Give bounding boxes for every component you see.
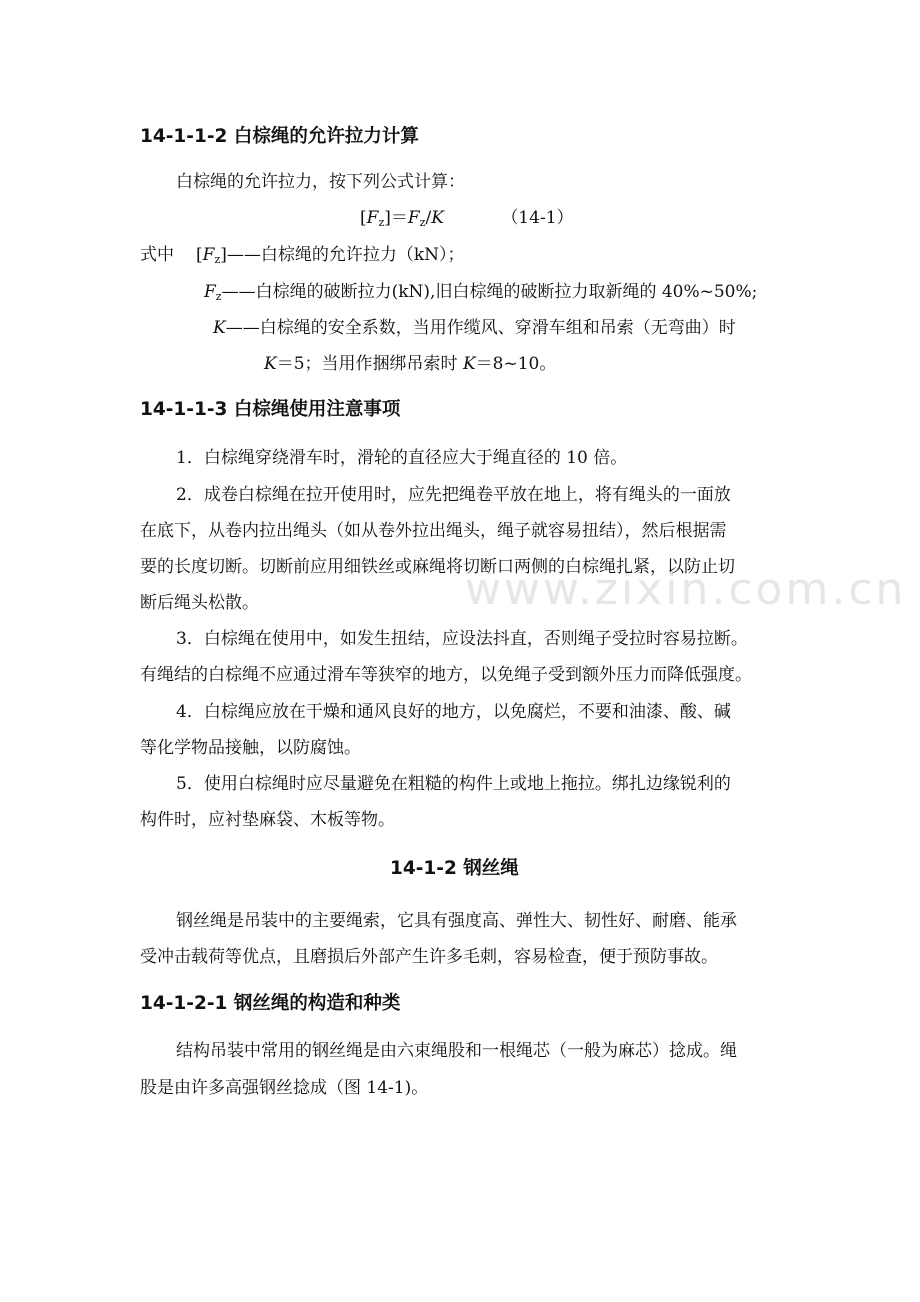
section-heading-14-1-2: 14-1-2 钢丝绳 <box>390 858 519 879</box>
wire-rope-para-line-1: 钢丝绳是吊装中的主要绳索，它具有强度高、弹性大、韧性好、耐磨、能承 <box>176 911 737 931</box>
note-2-line-2: 在底下，从卷内拉出绳头（如从卷外拉出绳头，绳子就容易扭结），然后根据需 <box>140 521 727 541</box>
note-4-line-1: 4．白棕绳应放在干燥和通风良好的地方，以免腐烂，不要和油漆、酸、碱 <box>176 702 731 722</box>
formula-14-1: $[F_z]=F_z/K$ （14-1） <box>360 208 574 229</box>
section-heading-14-1-2-1: 14-1-2-1 钢丝绳的构造和种类 <box>140 993 401 1014</box>
note-2-line-1: 2．成卷白棕绳在拉开使用时，应先把绳卷平放在地上，将有绳头的一面放 <box>176 485 731 505</box>
formula-number: （14-1） <box>501 208 574 228</box>
structure-para-line-1: 结构吊装中常用的钢丝绳是由六束绳股和一根绳芯（一般为麻芯）捻成。绳 <box>176 1041 737 1061</box>
wire-rope-para-line-2: 受冲击载荷等优点，且磨损后外部产生许多毛刺，容易检查，便于预防事故。 <box>140 947 718 967</box>
section-heading-14-1-1-2: 14-1-1-2 白棕绳的允许拉力计算 <box>140 126 419 147</box>
note-3-line-1: 3．白棕绳在使用中，如发生扭结，应设法抖直，否则绳子受拉时容易拉断。 <box>176 629 748 649</box>
note-3-line-2: 有绳结的白棕绳不应通过滑车等狭窄的地方，以免绳子受到额外压力而降低强度。 <box>140 665 752 685</box>
note-2-line-3: 要的长度切断。切断前应用细铁丝或麻绳将切断口两侧的白棕绳扎紧，以防止切 <box>140 557 735 577</box>
definition-safety-factor-values: K＝5；当用作捆绑吊索时 K＝8~10。 <box>264 354 557 374</box>
definition-allowable-tension: 式中 $[F_z]——$白棕绳的允许拉力（kN）； <box>140 245 465 266</box>
watermark: www.zixin.com.cn <box>465 564 907 615</box>
note-2-line-4: 断后绳头松散。 <box>140 593 259 613</box>
intro-text: 白棕绳的允许拉力，按下列公式计算： <box>176 172 465 192</box>
definition-breaking-force: $F_z——$白棕绳的破断拉力(kN),旧白棕绳的破断拉力取新绳的 40%~50%; <box>204 282 758 303</box>
section-heading-14-1-1-3: 14-1-1-3 白棕绳使用注意事项 <box>140 399 401 420</box>
note-4-line-2: 等化学物品接触，以防腐蚀。 <box>140 738 361 758</box>
note-1: 1．白棕绳穿绕滑车时，滑轮的直径应大于绳直径的 10 倍。 <box>176 448 628 468</box>
structure-para-line-2: 股是由许多高强钢丝捻成（图 14-1)。 <box>140 1078 429 1098</box>
note-5-line-1: 5．使用白棕绳时应尽量避免在粗糙的构件上或地上拖拉。绑扎边缘锐利的 <box>176 774 731 794</box>
note-5-line-2: 构件时，应衬垫麻袋、木板等物。 <box>140 810 395 830</box>
definition-safety-factor: K——白棕绳的安全系数，当用作缆风、穿滑车组和吊索（无弯曲）时 <box>213 318 736 338</box>
